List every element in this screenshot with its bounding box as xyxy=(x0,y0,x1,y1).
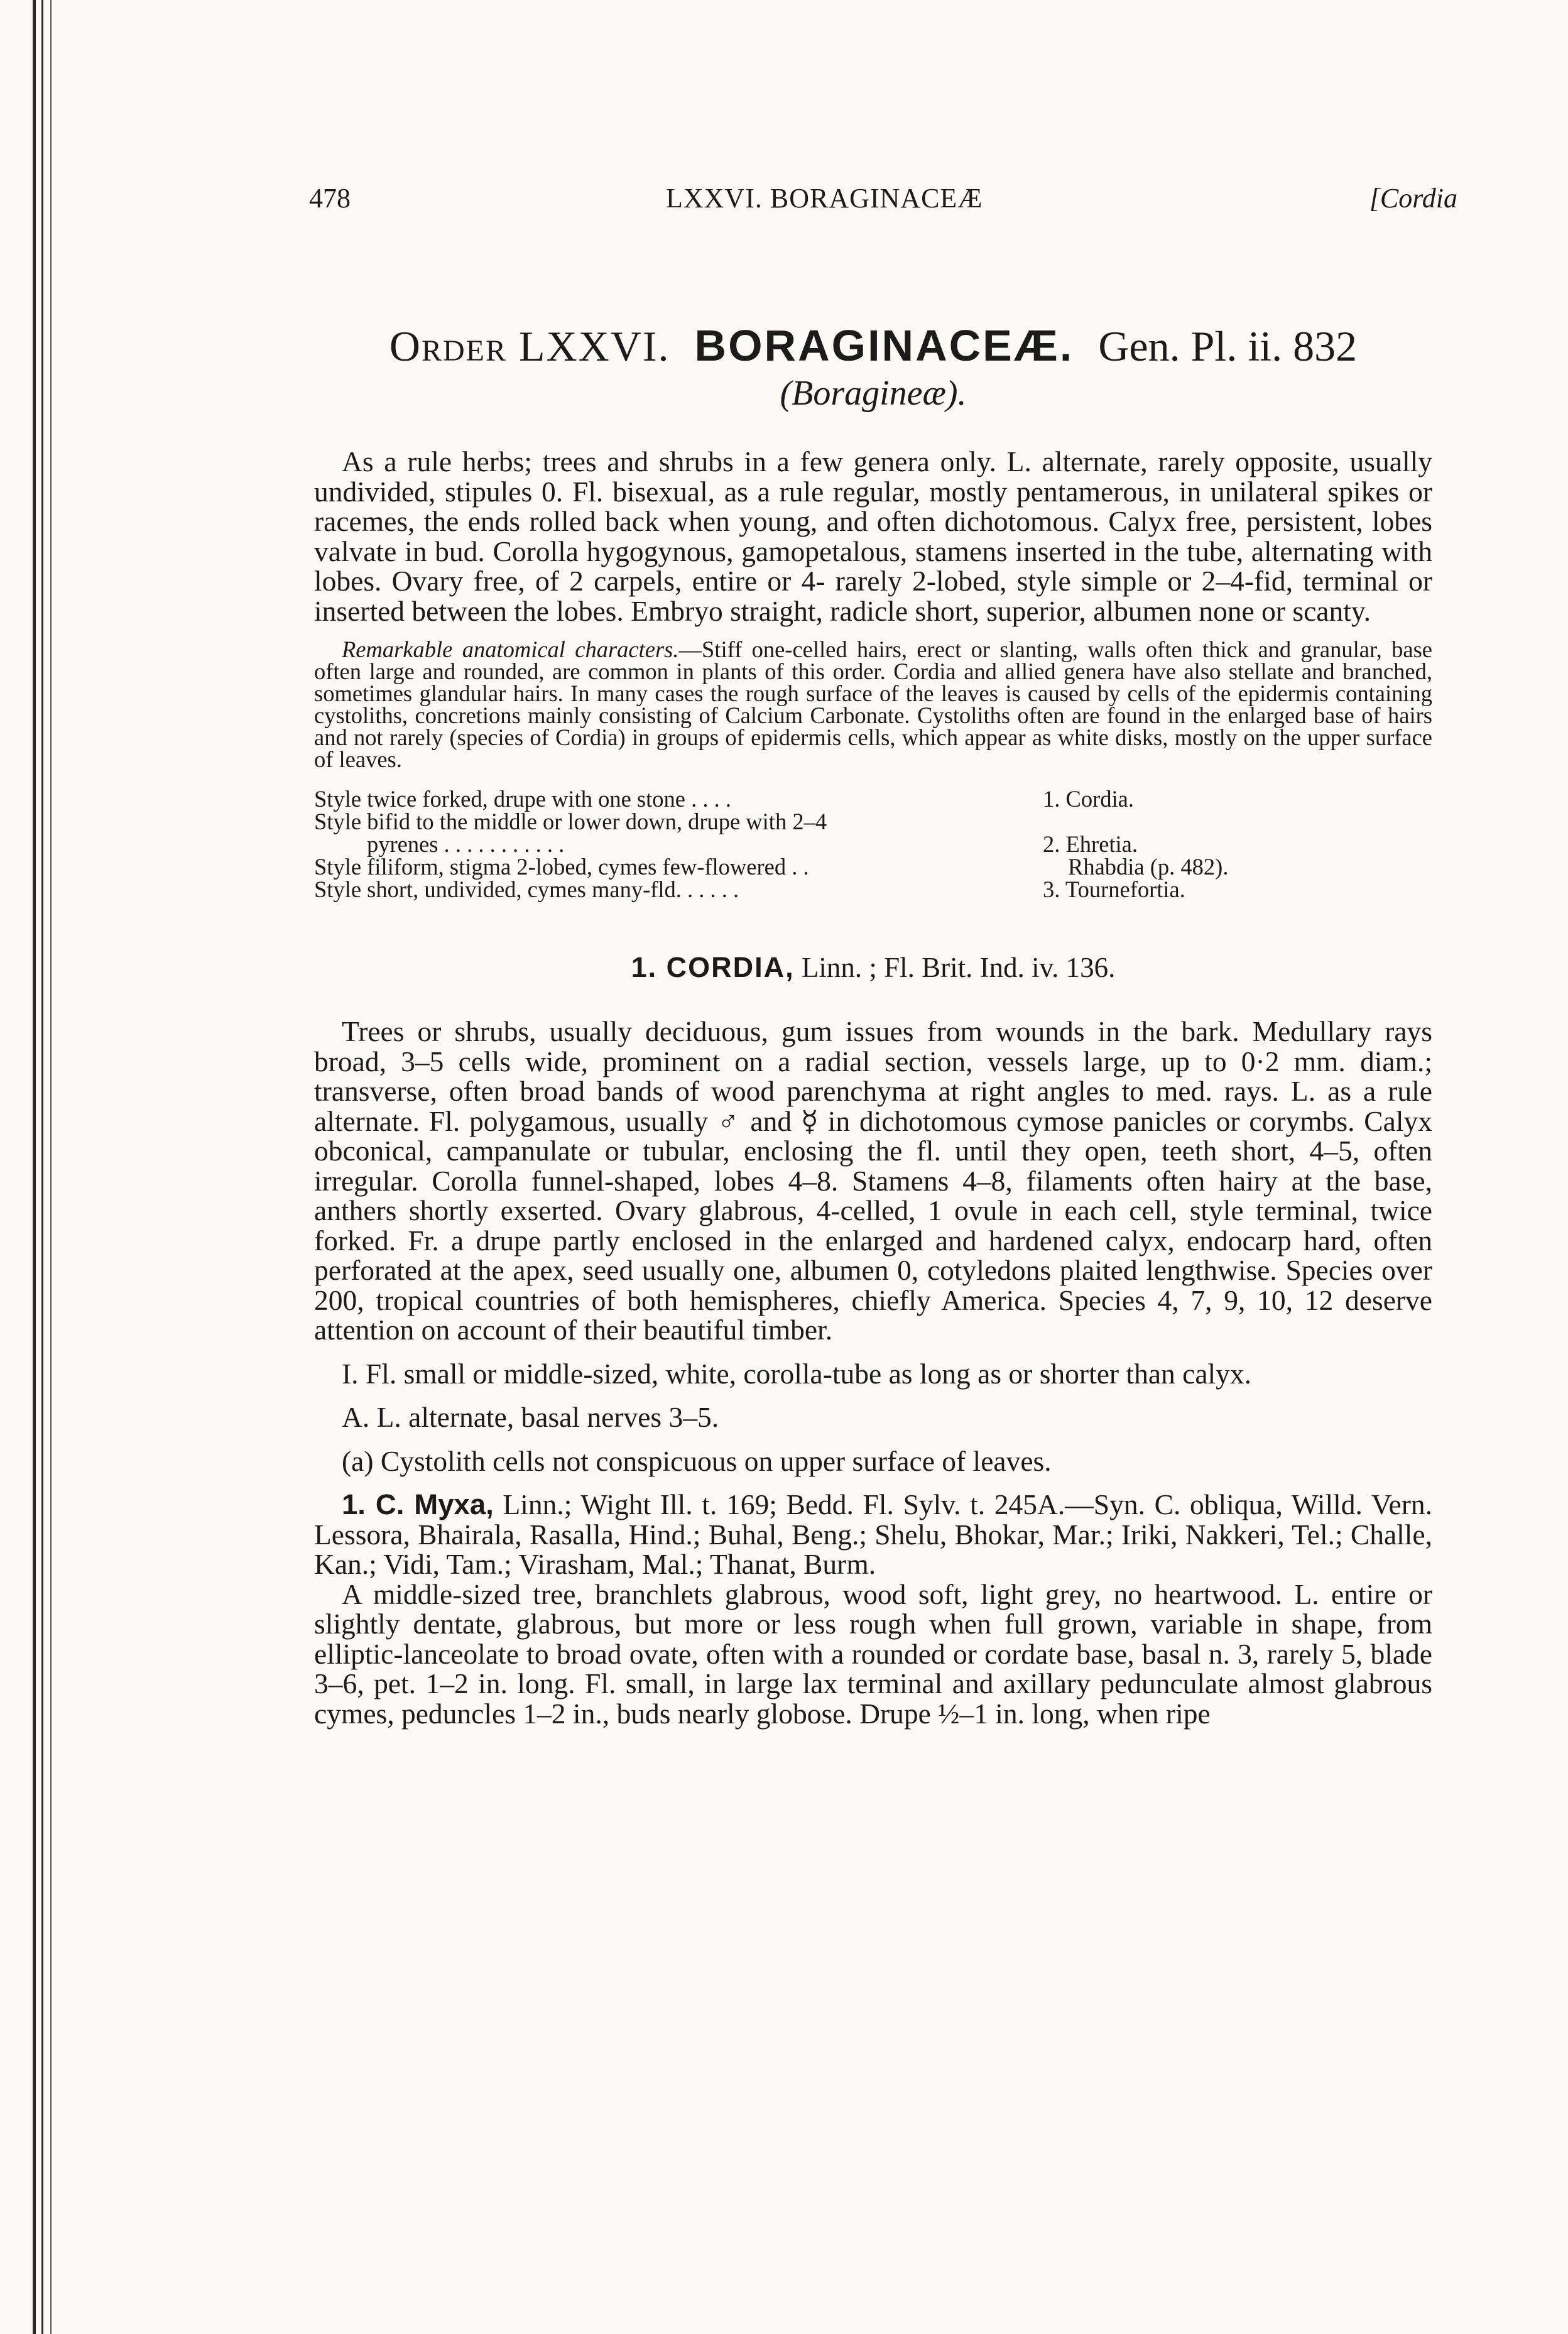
running-header xyxy=(309,182,1457,232)
key-genus: 1. Cordia. xyxy=(1043,786,1134,812)
key-lead: Style short, undivided, cymes many-fld. . . . . . xyxy=(314,876,739,902)
order-heading xyxy=(314,320,1432,371)
running-title: LXXVI. BORAGINACEÆ xyxy=(666,183,983,214)
division-a: (a) Cystolith cells not conspicuous on upper surface of leaves. xyxy=(342,1444,1052,1477)
key-lead: Style bifid to the middle or lower down, drupe with 2–4 xyxy=(314,809,827,834)
order-label: Order LXXVI. xyxy=(389,322,670,370)
page-edge-line xyxy=(50,0,52,2334)
key-lead: pyrenes . . . . . . . . . . . xyxy=(367,831,565,857)
key-genus xyxy=(1043,810,1432,833)
key-genus: 2. Ehretia. xyxy=(1043,831,1138,857)
key-row xyxy=(314,856,1432,878)
anatomical-heading: Remarkable anatomical characters. xyxy=(342,636,679,662)
species-entry xyxy=(314,1490,1432,1579)
key-row xyxy=(314,810,1432,833)
genus-reference: Linn. ; Fl. Brit. Ind. iv. 136. xyxy=(801,952,1116,983)
key-lead: Style twice forked, drupe with one stone . . . . xyxy=(314,786,731,812)
page-edge-line xyxy=(41,0,43,2334)
family-alt-name: (Boragineæ). xyxy=(780,374,967,413)
family-description: As a rule herbs; trees and shrubs in a few genera only. L. alternate, rarely opposite, usually undivided, stipules 0. Fl. bisexual, as a rule regular, mostly pentamerous, in unilateral spikes or racemes, the ends rolled back when young, and often dichotomous. Calyx free, persistent, lobes valvate in bud. Corolla hygogynous, gamopetalous, stamens inserted in the tube, alternating with lobes. Ovary free, of 2 carpels, entire or 4- rarely 2-lobed, style simple or 2–4-fid, terminal or inserted between the lobes. Embryo straight, radicle short, superior, albumen none or scanty. xyxy=(314,445,1432,627)
anatomical-note xyxy=(314,638,1432,770)
genus-heading xyxy=(314,951,1432,984)
running-genus: [Cordia xyxy=(1369,183,1457,214)
species-description: A middle-sized tree, branchlets glabrous, wood soft, light grey, no heartwood. L. entire or slightly dentate, glabrous, but more or less rough when full grown, variable in shape, from elliptic-lanceolate to broad ovate, often with a rounded or cordate base, basal n. 3, rarely 5, blade 3–6, pet. 1–2 in. long. Fl. small, in large lax terminal and axillary pedunculate almost glabrous cymes, peduncles 1–2 in., buds nearly globose. Drupe ½–1 in. long, when ripe xyxy=(314,1578,1432,1730)
document-page xyxy=(309,182,1457,1730)
key-genus: Rhabdia (p. 482). xyxy=(1068,854,1229,880)
species-synonymy: Linn.; Wight Ill. t. 169; Bedd. Fl. Sylv. t. 245A.—Syn. C. obliqua, Willd. Vern. Lessora, Bhairala, Rasalla, Hind.; Buhal, Beng.; Shelu, Bhokar, Mar.; Iriki, Nakkeri, Tel.; Challe, Kan.; Vidi, Tam.; Virasham, Mal.; Thanat, Burm. xyxy=(314,1488,1432,1580)
page-edge-line xyxy=(33,0,36,2334)
key-row xyxy=(314,878,1432,901)
key-lead: Style filiform, stigma 2-lobed, cymes few-flowered . . xyxy=(314,854,809,880)
division-I: I. Fl. small or middle-sized, white, corolla-tube as long as or shorter than calyx. xyxy=(342,1357,1252,1390)
family-name: BORAGINACEÆ. xyxy=(694,321,1074,370)
key-genus: 3. Tournefortia. xyxy=(1043,876,1185,902)
division-A: A. L. alternate, basal nerves 3–5. xyxy=(342,1401,719,1433)
species-name: 1. C. Myxa, xyxy=(342,1488,494,1520)
genus-name: 1. CORDIA, xyxy=(631,951,795,983)
order-reference: Gen. Pl. ii. 832 xyxy=(1098,322,1358,370)
anatomical-text: —Stiff one-celled hairs, erect or slanting, walls often thick and granular, base often large and rounded, are common in plants of this order. Cordia and allied genera have also stellate and branched, sometimes glandular hairs. In many cases the rough surface of the leaves is caused by cells of the epidermis containing cystoliths, concretions mainly consisting of Calcium Carbonate. Cystoliths often are found in the enlarged base of hairs and not rarely (species of Cordia) in groups of epidermis cells, which appear as white disks, mostly on the upper surface of leaves. xyxy=(314,636,1432,772)
key-row xyxy=(314,833,1432,856)
genus-description: Trees or shrubs, usually deciduous, gum issues from wounds in the bark. Medullary rays broad, 3–5 cells wide, prominent on a radial section, vessels large, up to 0·2 mm. diam.; transverse, often broad bands of wood parenchyma at right angles to med. rays. L. as a rule alternate. Fl. polygamous, usually ♂ and ☿ in dichotomous cymose panicles or corymbs. Calyx obconical, campanulate or tubular, enclosing the fl. until they open, teeth short, 4–5, often irregular. Corolla funnel-shaped, lobes 4–8. Stamens 4–8, filaments often hairy at the base, anthers shortly exserted. Ovary glabrous, 4-celled, 1 ovule in each cell, style terminal, twice forked. Fr. a drupe partly enclosed in the enlarged and hardened calyx, endocarp hard, often perforated at the apex, seed usually one, albumen 0, cotyledons plaited lengthwise. Species over 200, tropical countries of both hemispheres, chiefly America. Species 4, 7, 9, 10, 12 deserve attention on account of their beautiful timber. xyxy=(314,1015,1432,1346)
genus-key xyxy=(314,788,1432,901)
key-row xyxy=(314,788,1432,810)
page-number: 478 xyxy=(309,183,351,214)
